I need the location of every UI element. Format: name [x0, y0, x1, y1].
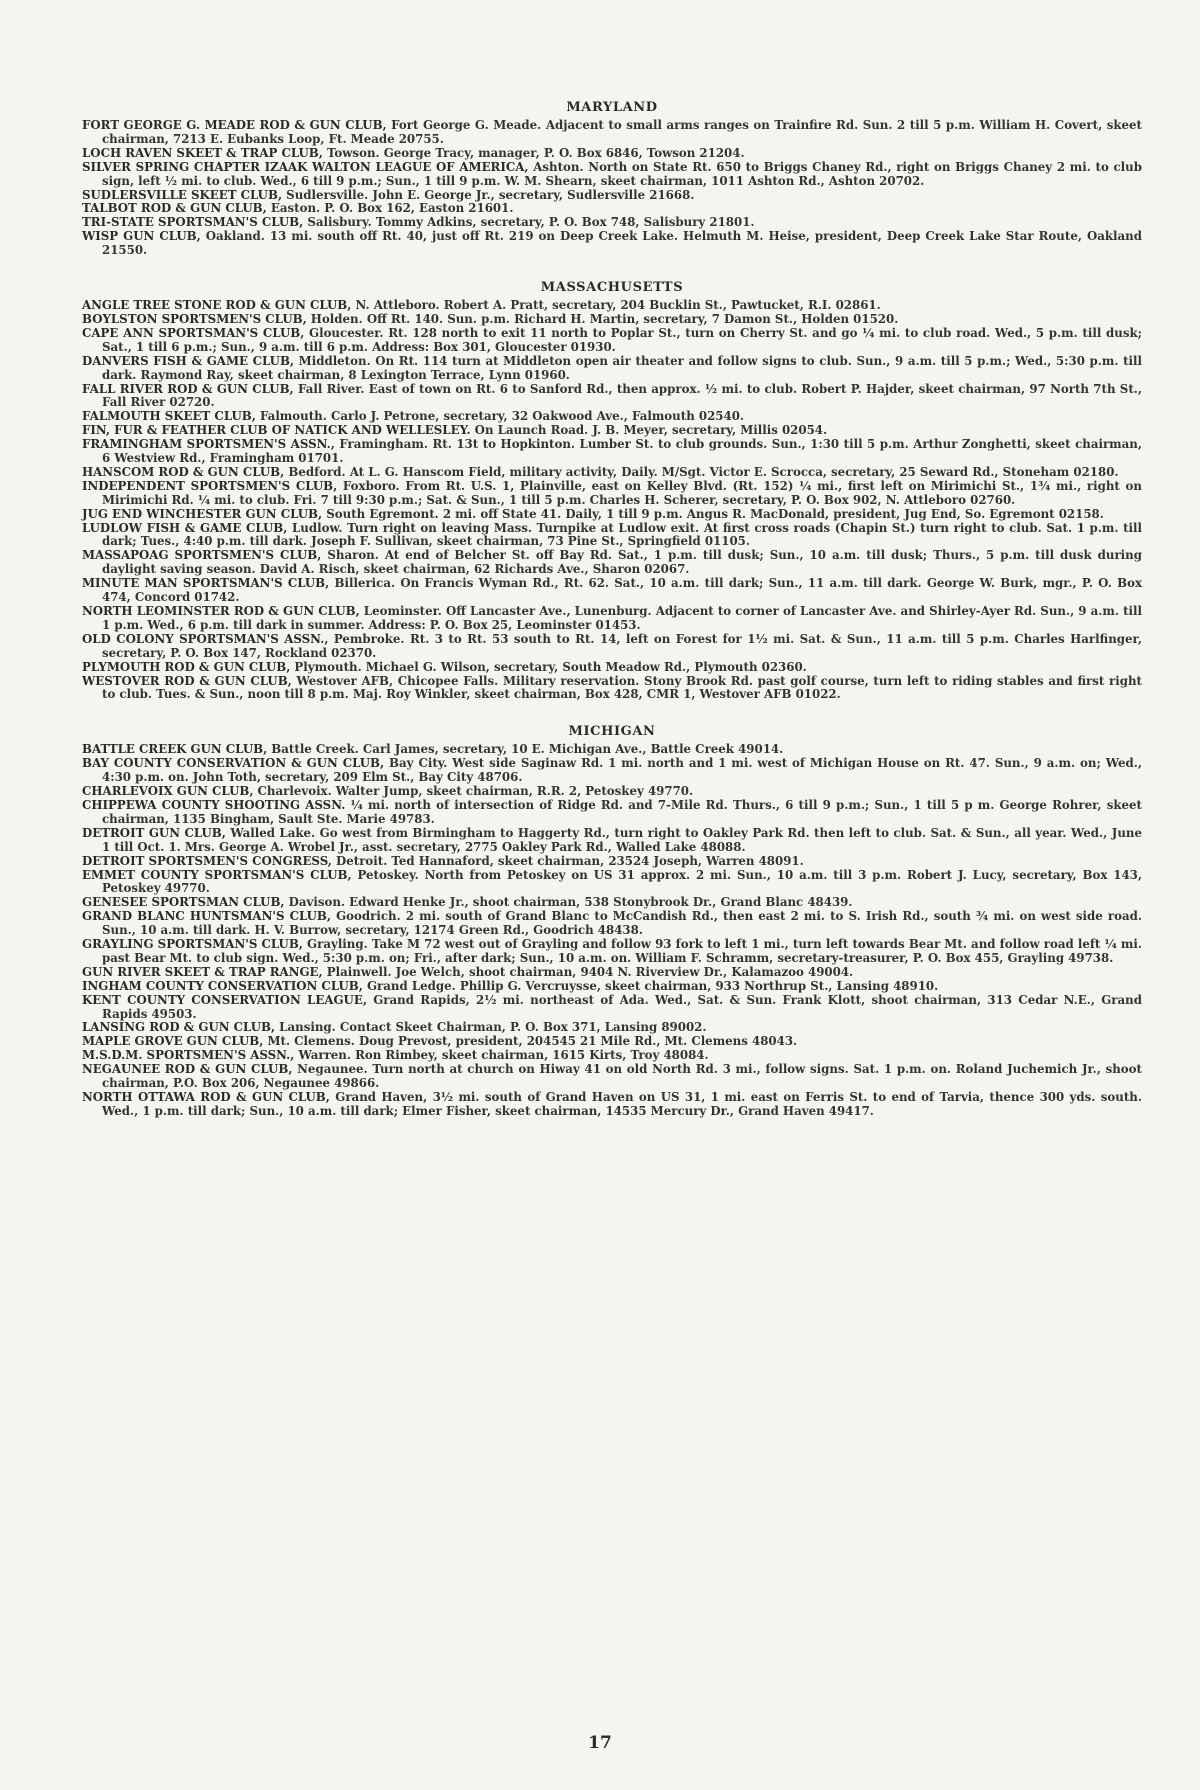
- club-entry: [82, 383, 1142, 411]
- club-details: On Launch Road. J. B. Meyer, secretary, Millis 02054.: [470, 423, 828, 438]
- document-page: [82, 100, 1142, 1141]
- club-details: Sudlersville. John E. George Jr., secretary, Sudlersville 21668.: [282, 187, 695, 202]
- club-entry: [82, 522, 1142, 550]
- club-entry: [82, 869, 1142, 897]
- club-details: Warren. Ron Rimbey, skeet chairman, 1615 Kirts, Troy 48084.: [294, 1048, 709, 1063]
- club-name: HANSCOM ROD & GUN CLUB,: [82, 464, 285, 479]
- club-details: Salisbury. Tommy Adkins, secretary, P. O. Box 748, Salisbury 21801.: [303, 215, 755, 230]
- club-name: FIN, FUR & FEATHER CLUB OF NATICK AND WELLESLEY.: [82, 423, 471, 438]
- club-name: BAY COUNTY CONSERVATION & GUN CLUB,: [82, 756, 385, 771]
- club-entry: [82, 785, 1142, 799]
- club-name: MINUTE MAN SPORTSMAN'S CLUB,: [82, 576, 330, 591]
- club-details: ¼ mi. north of intersection of Ridge Rd. and 7-Mile Rd. Thurs., 6 till 9 p.m.; Sun., 1 till 5 p m. George Rohrer, skeet chairman, 1135 Bingham, Sault Ste. Marie 49783.: [102, 797, 1142, 826]
- club-name: GENESEE SPORTSMAN CLUB,: [82, 895, 285, 910]
- club-details: Bedford. At L. G. Hanscom Field, military activity, Daily. M/Sgt. Victor E. Scrocca, secretary, 25 Seward Rd., Stoneham 02180.: [284, 464, 1119, 479]
- club-entry: [82, 119, 1142, 147]
- club-name: LOCH RAVEN SKEET & TRAP CLUB,: [82, 145, 323, 160]
- section-massachusetts: [82, 280, 1142, 702]
- club-entry: [82, 299, 1142, 313]
- club-name: M.S.D.M. SPORTSMEN'S ASSN.,: [82, 1048, 295, 1063]
- club-entry: [82, 327, 1142, 355]
- club-details: Goodrich. 2 mi. south of Grand Blanc to McCandish Rd., then east 2 mi. to S. Irish Rd., south ¾ mi. on west side road. Sun., 10 a.m. till dark. H. V. Burrow, secretary, 12174 Green Rd., Goodrich 48438.: [102, 909, 1142, 938]
- club-details: Grayling. Take M 72 west out of Grayling and follow 93 fork to left 1 mi., turn left towards Bear Mt. and follow road left ¼ mi. past Bear Mt. to club sign. Wed., 5:30 p.m. on; Fri., after dark; Sun., 10 a.m. on. William F. Schramm, secretary-treasurer, P. O. Box 455, Grayling 49738.: [102, 937, 1143, 965]
- club-details: Mt. Clemens. Doug Prevost, president, 204545 21 Mile Rd., Mt. Clemens 48043.: [263, 1034, 798, 1049]
- club-details: Negaunee. Turn north at church on Hiway 41 on old North Rd. 3 mi., follow signs. Sat. 1 p.m. on. Roland Juchemich Jr., shoot chairman, P.O. Box 206, Negaunee 49866.: [102, 1062, 1142, 1091]
- club-entry: [82, 980, 1142, 994]
- club-name: CHIPPEWA COUNTY SHOOTING ASSN.: [82, 797, 346, 812]
- club-details: Billerica. On Francis Wyman Rd., Rt. 62. Sat., 10 a.m. till dark; Sun., 11 a.m. till dark. George W. Burk, mgr., P. O. Box 474, Concord 01742.: [102, 576, 1143, 605]
- club-name: GUN RIVER SKEET & TRAP RANGE,: [82, 964, 323, 979]
- club-entry: [82, 1063, 1142, 1091]
- club-entry: [82, 147, 1142, 161]
- club-name: FORT GEORGE G. MEADE ROD & GUN CLUB,: [82, 118, 387, 132]
- club-name: OLD COLONY SPORTSMAN'S ASSN.,: [82, 631, 329, 646]
- club-entry: [82, 910, 1142, 938]
- club-name: INGHAM COUNTY CONSERVATION CLUB,: [82, 978, 363, 993]
- club-details: Fort George G. Meade. Adjacent to small arms ranges on Trainfire Rd. Sun. 2 till 5 p.m. William H. Covert, skeet chairman, 7213 E. Eubanks Loop, Ft. Meade 20755.: [102, 118, 1142, 146]
- club-entry: [82, 230, 1142, 258]
- club-details: Grand Ledge. Phillip G. Vercruysse, skeet chairman, 933 Northrup St., Lansing 48910.: [362, 978, 939, 993]
- club-name: DETROIT GUN CLUB,: [82, 825, 226, 840]
- club-details: Leominster. Off Lancaster Ave., Lunenburg. Adjacent to corner of Lancaster Ave. and Shirley-Ayer Rd. Sun., 9 a.m. till 1 p.m. Wed., 6 p.m. till dark in summer. Address: P. O. Box 25, Leominster 01453.: [102, 604, 1142, 632]
- club-details: Plainwell. Joe Welch, shoot chairman, 9404 N. Riverview Dr., Kalamazoo 49004.: [322, 964, 854, 979]
- club-details: Charlevoix. Walter Jump, skeet chairman, R.R. 2, Petoskey 49770.: [253, 784, 694, 799]
- club-details: Lansing. Contact Skeet Chairman, P. O. Box 371, Lansing 89002.: [275, 1020, 707, 1035]
- club-entry: [82, 896, 1142, 910]
- club-details: Grand Rapids, 2½ mi. northeast of Ada. Wed., Sat. & Sun. Frank Klott, shoot chairman, 313 Cedar N.E., Grand Rapids 49503.: [102, 992, 1142, 1021]
- club-name: MAPLE GROVE GUN CLUB,: [82, 1034, 264, 1049]
- club-details: Sharon. At end of Belcher St. off Bay Rd. Sat., 1 p.m. till dusk; Sun., 10 a.m. till dusk; Thurs., 5 p.m. till dusk during daylight saving season. David A. Risch, skeet chairman, 62 Richards Ave., Sharon 02067.: [102, 548, 1142, 577]
- club-details: Framingham. Rt. 13t to Hopkinton. Lumber St. to club grounds. Sun., 1:30 till 5 p.m. Arthur Zonghetti, skeet chairman, 6 Westview Rd., Framingham 01701.: [102, 437, 1142, 466]
- club-entry: [82, 1021, 1142, 1035]
- club-details: Foxboro. From Rt. U.S. 1, Plainville, east on Kelley Blvd. (Rt. 152) ¼ mi., first left on Mirimichi St., 1¾ mi., right on Mirimichi Rd. ¼ mi. to club. Fri. 7 till 9:30 p.m.; Sat. & Sun., 1 till 5 p.m. Charles H. Scherer, secretary, P. O. Box 902, N. Attleboro 02760.: [102, 478, 1142, 507]
- club-details: Fall River. East of town on Rt. 6 to Sanford Rd., then approx. ½ mi. to club. Robert P. Hajder, skeet chairman, 97 North 7th St., Fall River 02720.: [102, 381, 1142, 410]
- club-entry: [82, 577, 1142, 605]
- club-name: CAPE ANN SPORTSMAN'S CLUB,: [82, 325, 305, 340]
- club-details: N. Attleboro. Robert A. Pratt, secretary, 204 Bucklin St., Pawtucket, R.I. 02861.: [351, 298, 881, 313]
- club-entry: [82, 216, 1142, 230]
- club-details: Battle Creek. Carl James, secretary, 10 E. Michigan Ave., Battle Creek 49014.: [267, 742, 784, 757]
- club-details: Walled Lake. Go west from Birmingham to Haggerty Rd., turn right to Oakley Park Rd. then left to club. Sat. & Sun., all year. Wed., June 1 till Oct. 1. Mrs. George A. Wrobel Jr., asst. secretary, 2775 Oakley Park Rd., Walled Lake 48088.: [102, 825, 1142, 854]
- section-heading: MASSACHUSETTS: [540, 280, 684, 296]
- club-details: Westover AFB, Chicopee Falls. Military reservation. Stony Brook Rd. past golf course, turn left to riding stables and first right to club. Tues. & Sun., noon till 8 p.m. Maj. Roy Winkler, skeet chairman, Box 428, CMR 1, Westover AFB 01022.: [102, 673, 1143, 702]
- club-entry: [82, 424, 1142, 438]
- club-entry: [82, 855, 1142, 869]
- club-entry: [82, 480, 1142, 508]
- club-entry: [82, 661, 1142, 675]
- club-name: TRI-STATE SPORTSMAN'S CLUB,: [82, 215, 304, 230]
- club-name: FRAMINGHAM SPORTSMEN'S ASSN.,: [82, 437, 335, 452]
- section-maryland: [82, 100, 1142, 258]
- club-name: BOYLSTON SPORTSMEN'S CLUB,: [82, 311, 307, 326]
- club-entry: [82, 1091, 1142, 1119]
- club-entry: [82, 313, 1142, 327]
- club-name: DANVERS FISH & GAME CLUB,: [82, 353, 295, 368]
- club-entry: [82, 161, 1142, 189]
- club-name: BATTLE CREEK GUN CLUB,: [82, 742, 268, 757]
- club-details: Petoskey. North from Petoskey on US 31 approx. 2 mi. Sun., 10 a.m. till 3 p.m. Robert J. Lucy, secretary, Box 143, Petoskey 49770.: [102, 867, 1142, 896]
- club-entry: [82, 743, 1142, 757]
- club-name: WESTOVER ROD & GUN CLUB,: [82, 673, 292, 688]
- club-name: NORTH LEOMINSTER ROD & GUN CLUB,: [82, 604, 360, 618]
- club-name: GRAND BLANC HUNTSMAN'S CLUB,: [82, 909, 331, 924]
- club-details: Holden. Off Rt. 140. Sun. p.m. Richard H. Martin, secretary, 7 Damon St., Holden 01520.: [306, 311, 899, 326]
- club-name: FALMOUTH SKEET CLUB,: [82, 409, 256, 424]
- club-entry: [82, 633, 1142, 661]
- club-name: JUG END WINCHESTER GUN CLUB,: [82, 506, 323, 521]
- club-details: Bay City. West side Saginaw Rd. 1 mi. north and 1 mi. west of Michigan House on Rt. 47. Sun., 9 a.m. on; Wed., 4:30 p.m. on. John Toth, secretary, 209 Elm St., Bay City 48706.: [102, 756, 1142, 785]
- club-entry: [82, 799, 1142, 827]
- club-entry: [82, 1049, 1142, 1063]
- club-entry: [82, 508, 1142, 522]
- club-entry: [82, 466, 1142, 480]
- club-name: TALBOT ROD & GUN CLUB,: [82, 201, 267, 216]
- club-entry: [82, 757, 1142, 785]
- club-details: Middleton. On Rt. 114 turn at Middleton open air theater and follow signs to club. Sun., 9 a.m. till 5 p.m.; Wed., 5:30 p.m. till dark. Raymond Ray, skeet chairman, 8 Lexington Terrace, Lynn 01960.: [102, 353, 1142, 382]
- club-entry: [82, 827, 1142, 855]
- club-name: NEGAUNEE ROD & GUN CLUB,: [82, 1062, 293, 1077]
- club-entry: [82, 189, 1142, 203]
- section-heading: MICHIGAN: [568, 724, 656, 740]
- club-entry: [82, 966, 1142, 980]
- section-heading: MARYLAND: [566, 100, 658, 115]
- club-name: LANSING ROD & GUN CLUB,: [82, 1020, 276, 1035]
- club-details: Davison. Edward Henke Jr., shoot chairman, 538 Stonybrook Dr., Grand Blanc 48439.: [284, 895, 853, 910]
- club-name: WISP GUN CLUB,: [82, 229, 201, 244]
- club-entry: [82, 438, 1142, 466]
- club-name: CHARLEVOIX GUN CLUB,: [82, 784, 254, 799]
- club-name: SUDLERSVILLE SKEET CLUB,: [82, 187, 283, 202]
- club-details: Ludlow. Turn right on leaving Mass. Turnpike at Ludlow exit. At first cross roads (Chapin St.) turn right to club. Sat. 1 p.m. till dark; Tues., 4:40 p.m. till dark. Joseph F. Sullivan, skeet chairman, 73 Pine St., Springfield 01105.: [102, 520, 1142, 549]
- club-name: FALL RIVER ROD & GUN CLUB,: [82, 381, 294, 396]
- club-name: MASSAPOAG SPORTSMEN'S CLUB,: [82, 548, 322, 563]
- club-name: SILVER SPRING CHAPTER IZAAK WALTON LEAGUE OF AMERICA,: [82, 159, 529, 174]
- club-name: EMMET COUNTY SPORTSMAN'S CLUB,: [82, 867, 352, 882]
- club-details: Falmouth. Carlo J. Petrone, secretary, 32 Oakwood Ave., Falmouth 02540.: [255, 409, 745, 424]
- club-entry: [82, 994, 1142, 1022]
- club-details: Detroit. Ted Hannaford, skeet chairman, 23524 Joseph, Warren 48091.: [331, 853, 804, 868]
- club-name: ANGLE TREE STONE ROD & GUN CLUB,: [82, 298, 352, 313]
- club-details: Pembroke. Rt. 3 to Rt. 53 south to Rt. 14, left on Forest for 1½ mi. Sat. & Sun., 11 a.m. till 5 p.m. Charles Harlfinger, secretary, P. O. Box 147, Rockland 02370.: [102, 631, 1142, 660]
- club-name: INDEPENDENT SPORTSMEN'S CLUB,: [82, 478, 338, 493]
- club-name: DETROIT SPORTSMEN'S CONGRESS,: [82, 853, 332, 868]
- club-entry: [82, 202, 1142, 216]
- section-michigan: [82, 724, 1142, 1118]
- club-entry: [82, 355, 1142, 383]
- club-entry: [82, 1035, 1142, 1049]
- club-entry: [82, 675, 1142, 703]
- club-details: Oakland. 13 mi. south off Rt. 40, just off Rt. 219 on Deep Creek Lake. Helmuth M. Heise, president, Deep Creek Lake Star Route, Oakland 21550.: [102, 229, 1142, 258]
- club-name: NORTH OTTAWA ROD & GUN CLUB,: [82, 1090, 330, 1104]
- club-entry: [82, 549, 1142, 577]
- club-name: KENT COUNTY CONSERVATION LEAGUE,: [82, 992, 367, 1007]
- club-entry: [82, 410, 1142, 424]
- club-details: Grand Haven, 3½ mi. south of Grand Haven on US 31, 1 mi. east on Ferris St. to end of Tarvia, thence 300 yds. south. Wed., 1 p.m. till dark; Sun., 10 a.m. till dark; Elmer Fisher, skeet chairman, 14535 Mercury Dr., Grand Haven 49417.: [102, 1090, 1142, 1118]
- club-details: Easton. P. O. Box 162, Easton 21601.: [266, 201, 514, 216]
- club-details: South Egremont. 2 mi. off State 41. Daily, 1 till 9 p.m. Angus R. MacDonald, president, Jug End, So. Egremont 02158.: [322, 506, 1104, 521]
- club-entry: [82, 605, 1142, 633]
- club-details: Plymouth. Michael G. Wilson, secretary, South Meadow Rd., Plymouth 02360.: [290, 659, 807, 674]
- club-details: Ashton. North on State Rt. 650 to Briggs Chaney Rd., right on Briggs Chaney 2 mi. to club sign, left ½ mi. to club. Wed., 6 till 9 p.m.; Sun., 1 till 9 p.m. W. M. Shearn, skeet chairman, 1011 Ashton Rd., Ashton 20702.: [102, 159, 1142, 188]
- club-name: LUDLOW FISH & GAME CLUB,: [82, 520, 288, 535]
- club-name: PLYMOUTH ROD & GUN CLUB,: [82, 659, 291, 674]
- club-details: Gloucester. Rt. 128 north to exit 11 north to Poplar St., turn on Cherry St. and go ¼ mi. to club road. Wed., 5 p.m. till dusk; Sat., 1 till 6 p.m.; Sun., 9 a.m. till 6 p.m. Address: Box 301, Gloucester 01930.: [102, 325, 1142, 354]
- club-details: Towson. George Tracy, manager, P. O. Box 6846, Towson 21204.: [322, 145, 745, 160]
- page-number: 17: [588, 1733, 612, 1753]
- club-entry: [82, 938, 1142, 966]
- club-name: GRAYLING SPORTSMAN'S CLUB,: [82, 937, 303, 952]
